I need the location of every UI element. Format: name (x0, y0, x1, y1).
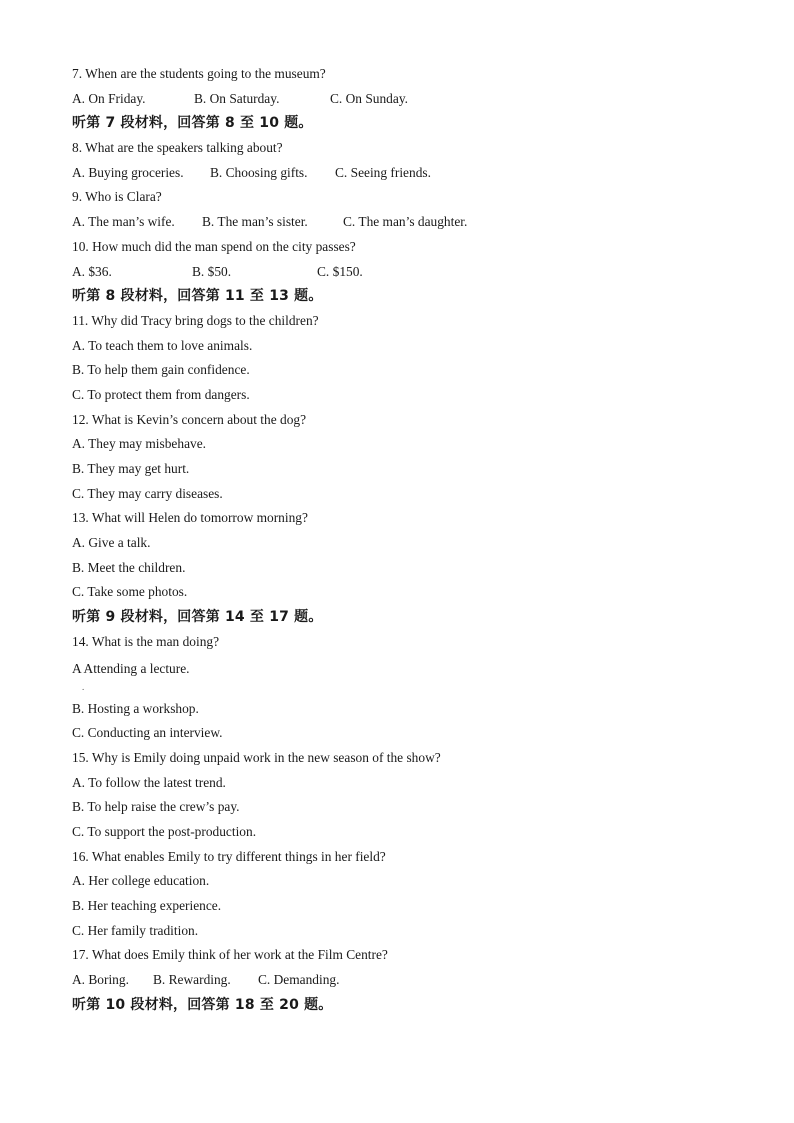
option-17b: B. Rewarding. (153, 972, 231, 988)
options-7 (72, 87, 732, 112)
option-10c: C. $150. (317, 263, 363, 279)
section-heading-8: 听第 8 段材料，回答第 11 至 13 题。 (72, 288, 323, 305)
option-11a: A. To teach them to love animals. (72, 337, 253, 353)
option-15c: C. To support the post-production. (72, 823, 257, 839)
options-8 (72, 161, 732, 186)
option-13c: C. Take some photos. (72, 584, 188, 600)
option-13b: B. Meet the children. (72, 559, 186, 575)
options-17 (72, 968, 732, 993)
question-8: 8. What are the speakers talking about? (72, 140, 283, 156)
option-10a: A. $36. (72, 263, 112, 279)
option-16b: B. Her teaching experience. (72, 898, 222, 913)
option-14b: B. Hosting a workshop. (72, 700, 199, 716)
option-7c: C. On Sunday. (330, 90, 408, 106)
question-14: 14. What is the man doing? (72, 633, 220, 649)
option-11c: C. To protect them from dangers. (72, 386, 250, 402)
option-16c: C. Her family tradition. (72, 922, 199, 938)
exam-page (72, 62, 732, 1017)
option-17a: A. Boring. (72, 972, 129, 988)
option-9a: A. The man’s wife. (72, 214, 175, 230)
option-7a: A. On Friday. (72, 90, 146, 106)
option-14c: C. Conducting an interview. (72, 725, 223, 741)
option-15b: B. To help raise the crew’s pay. (72, 799, 240, 815)
option-13a: A. Give a talk. (72, 535, 151, 551)
option-11b: B. To help them gain confidence. (72, 362, 250, 378)
option-12a: A. They may misbehave. (72, 436, 206, 452)
question-11: 11. Why did Tracy bring dogs to the children? (72, 312, 319, 328)
option-8c: C. Seeing friends. (335, 164, 431, 180)
option-15a: A. To follow the latest trend. (72, 774, 226, 790)
option-12c: C. They may carry diseases. (72, 485, 223, 501)
option-8b: B. Choosing gifts. (210, 164, 308, 180)
question-17: 17. What does Emily think of her work at the Film Centre? (72, 947, 388, 963)
option-14a: A Attending a lecture. (72, 660, 190, 676)
question-16: 16. What enables Emily to try different things in her field? (72, 848, 386, 864)
options-10 (72, 260, 732, 285)
option-8a: A. Buying groceries. (72, 164, 184, 180)
option-17c: C. Demanding. (258, 972, 340, 988)
option-16a: A. Her college education. (72, 873, 210, 889)
section-heading-7: 听第 7 段材料，回答第 8 至 10 题。 (72, 115, 313, 132)
stray-mark-row (72, 683, 732, 697)
section-heading-10: 听第 10 段材料，回答第 18 至 20 题。 (72, 996, 333, 1013)
question-12: 12. What is Kevin’s concern about the dog? (72, 411, 307, 427)
question-10: 10. How much did the man spend on the city passes? (72, 238, 356, 254)
option-10b: B. $50. (192, 263, 232, 279)
question-13: 13. What will Helen do tomorrow morning? (72, 510, 308, 526)
question-7: 7. When are the students going to the museum? (72, 66, 326, 81)
options-9 (72, 210, 732, 235)
question-9: 9. Who is Clara? (72, 189, 162, 205)
stray-mark: . (82, 681, 85, 692)
option-12b: B. They may get hurt. (72, 461, 190, 476)
question-15: 15. Why is Emily doing unpaid work in the new season of the show? (72, 749, 441, 765)
section-heading-9: 听第 9 段材料，回答第 14 至 17 题。 (72, 609, 323, 626)
option-9b: B. The man’s sister. (202, 214, 308, 230)
option-7b: B. On Saturday. (194, 90, 280, 106)
option-9c: C. The man’s daughter. (343, 214, 468, 230)
